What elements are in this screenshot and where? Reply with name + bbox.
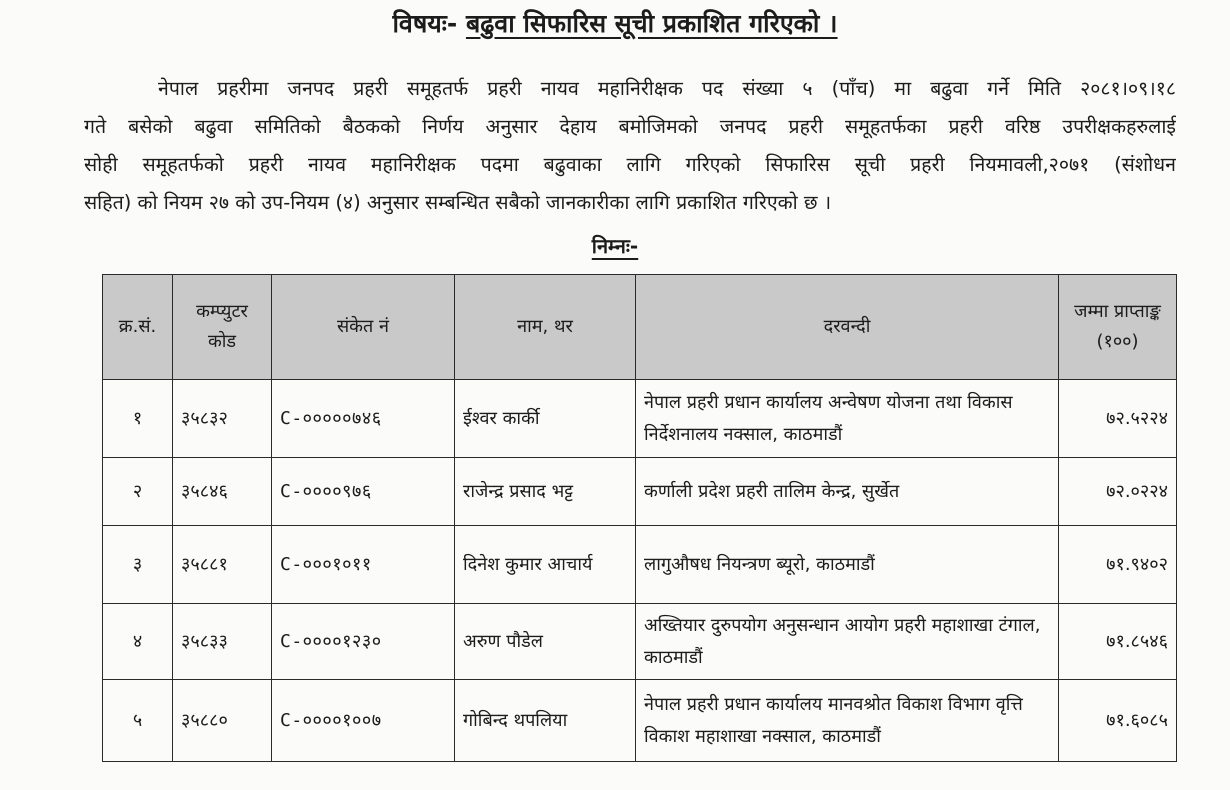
cell-computer-code: ३५८८१: [173, 526, 272, 604]
below-heading: [0, 228, 1230, 264]
cell-symbol-no: C-००००१००७: [272, 680, 455, 762]
table-header-row: [103, 275, 1177, 380]
cell-name: राजेन्द्र प्रसाद भट्ट: [455, 458, 636, 526]
cell-computer-code: ३५८३२: [173, 380, 272, 458]
header-name: नाम, थर: [455, 275, 636, 380]
paragraph-line: गते बसेको बढुवा समितिको बैठकको निर्णय अनुसार देहाय बमोजिमको जनपद प्रहरी समूहतर्फका प्रहरी वरिष्ठ उपरीक्षकहरुलाई: [84, 115, 1176, 138]
cell-score: ७१.९४०२: [1059, 526, 1177, 604]
cell-symbol-no: C-००००९७६: [272, 458, 455, 526]
table-row: [103, 604, 1177, 680]
table-row: [103, 458, 1177, 526]
cell-score: ७१.६०८५: [1059, 680, 1177, 762]
paragraph-line: सहित) को नियम २७ को उप-नियम (४) अनुसार सम्बन्धित सबैको जानकारीका लागि प्रकाशित गरिएको छ ।: [84, 191, 832, 214]
cell-name: दिनेश कुमार आचार्य: [455, 526, 636, 604]
table-row: [103, 380, 1177, 458]
cell-sn: ३: [103, 526, 173, 604]
header-post: दरवन्दी: [636, 275, 1059, 380]
notice-paragraph: [84, 70, 1176, 222]
cell-sn: ५: [103, 680, 173, 762]
cell-post: नेपाल प्रहरी प्रधान कार्यालय अन्वेषण योजना तथा विकास निर्देशनालय नक्साल, काठमाडौं: [636, 380, 1059, 458]
cell-post: अख्तियार दुरुपयोग अनुसन्धान आयोग प्रहरी महाशाखा टंगाल, काठमाडौं: [636, 604, 1059, 680]
cell-symbol-no: C-०००१०११: [272, 526, 455, 604]
subject-text: बढुवा सिफारिस सूची प्रकाशित गरिएको ।: [465, 9, 838, 38]
table-row: [103, 680, 1177, 762]
below-label: निम्नः-: [591, 234, 639, 258]
subject-heading: [0, 4, 1230, 44]
cell-post: कर्णाली प्रदेश प्रहरी तालिम केन्द्र, सुर्खेत: [636, 458, 1059, 526]
paragraph-line: नेपाल प्रहरीमा जनपद प्रहरी समूहतर्फ प्रहरी नायव महानिरीक्षक पद संख्या ५ (पाँच) मा बढुवा गर्ने मिति २०८१।०९।१८: [158, 77, 1176, 100]
header-sn: क्र.सं.: [103, 275, 173, 380]
cell-symbol-no: C-०००००७४६: [272, 380, 455, 458]
cell-post: लागुऔषध नियन्त्रण ब्यूरो, काठमाडौं: [636, 526, 1059, 604]
cell-sn: १: [103, 380, 173, 458]
cell-score: ७२.०२२४: [1059, 458, 1177, 526]
cell-name: ईश्वर कार्की: [455, 380, 636, 458]
cell-symbol-no: C-००००१२३०: [272, 604, 455, 680]
header-symbol-no: संकेत नं: [272, 275, 455, 380]
header-computer-code: कम्प्युटर कोड: [173, 275, 272, 380]
cell-computer-code: ३५८३३: [173, 604, 272, 680]
cell-score: ७२.५२२४: [1059, 380, 1177, 458]
cell-post: नेपाल प्रहरी प्रधान कार्यालय मानवश्रोत विकाश विभाग वृत्ति विकाश महाशाखा नक्साल, काठमाडौं: [636, 680, 1059, 762]
cell-sn: ४: [103, 604, 173, 680]
recommendation-table: [102, 274, 1177, 762]
cell-name: गोबिन्द थपलिया: [455, 680, 636, 762]
table-row: [103, 526, 1177, 604]
cell-computer-code: ३५८८०: [173, 680, 272, 762]
cell-name: अरुण पौडेल: [455, 604, 636, 680]
cell-computer-code: ३५८४६: [173, 458, 272, 526]
header-score: जम्मा प्राप्ताङ्क (१००): [1059, 275, 1177, 380]
subject-label: विषयः-: [392, 9, 458, 38]
cell-sn: २: [103, 458, 173, 526]
paragraph-line: सोही समूहतर्फको प्रहरी नायव महानिरीक्षक पदमा बढुवाका लागि गरिएको सिफारिस सूची प्रहरी नियमावली,२०७१ (संशोधन: [84, 153, 1176, 176]
cell-score: ७१.८५४६: [1059, 604, 1177, 680]
